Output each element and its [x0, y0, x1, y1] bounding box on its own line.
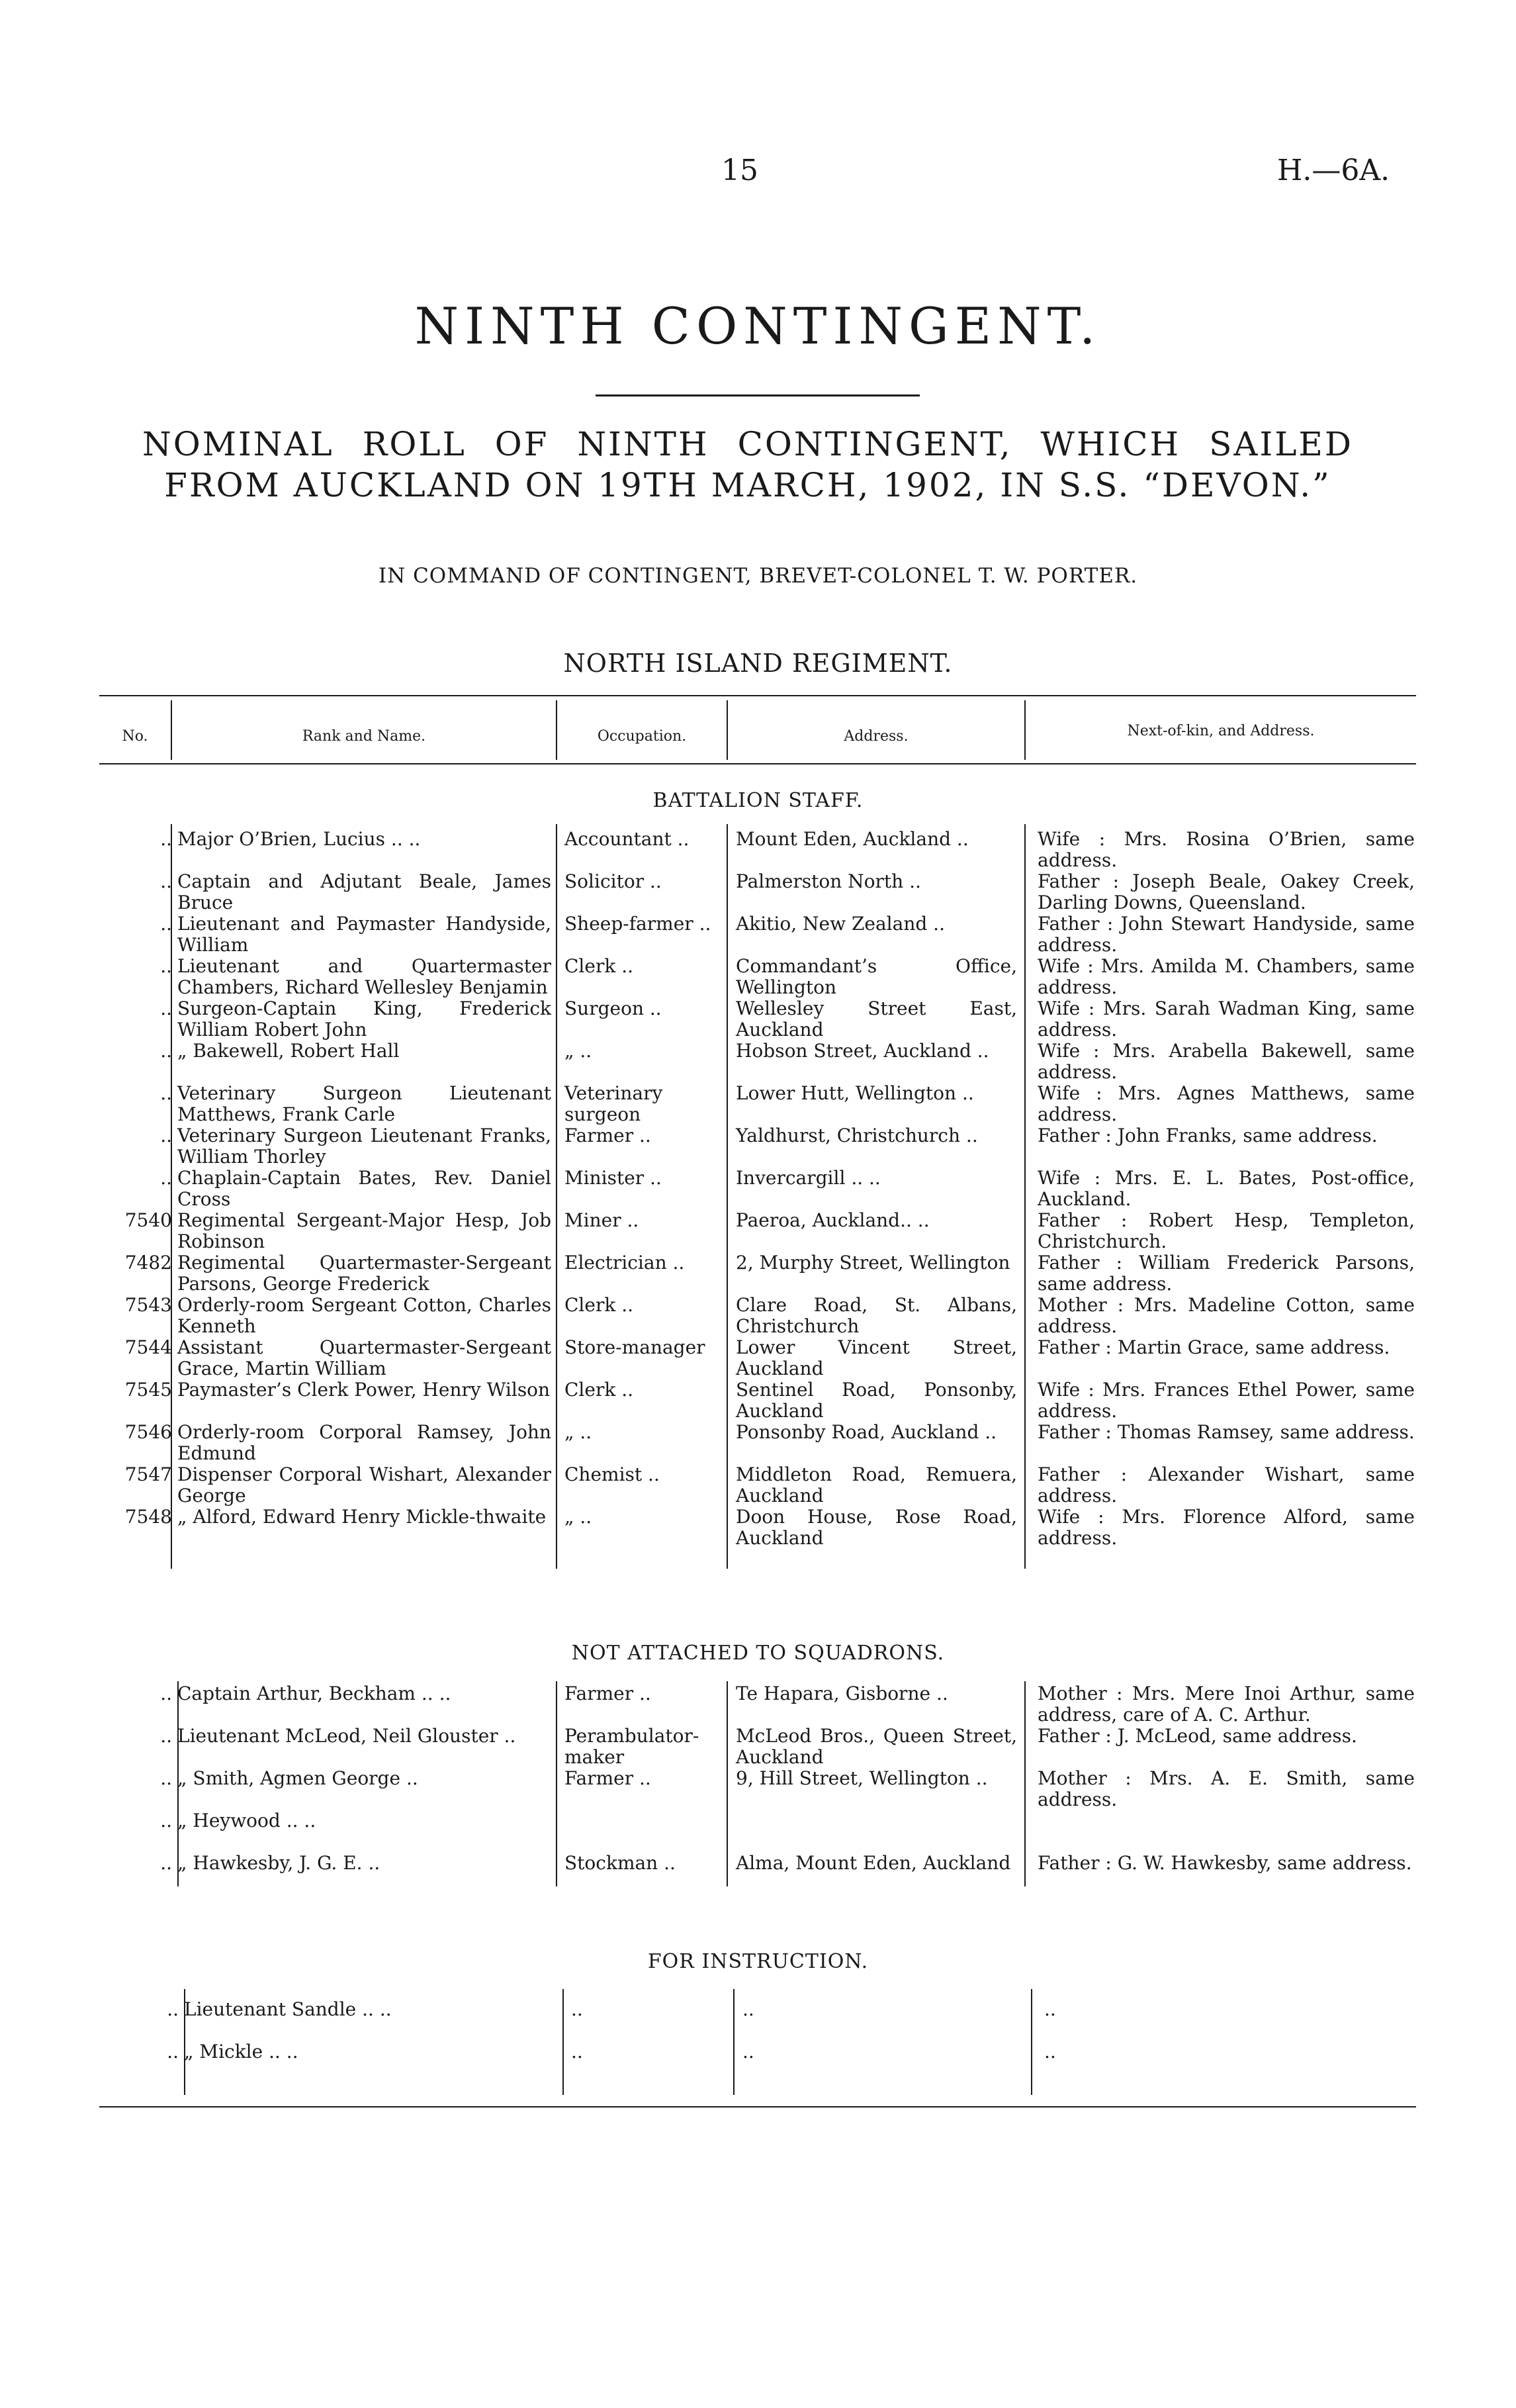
- column-header-occupation: Occupation.: [597, 728, 687, 745]
- occupation-cell: Perambulator-maker: [564, 1725, 699, 1768]
- row-number-cell: ..: [160, 1082, 172, 1104]
- next-of-kin-cell: Father : J. McLeod, same address.: [1038, 1725, 1357, 1747]
- command-line: IN COMMAND OF CONTINGENT, BREVET-COLONEL T. W. PORTER.: [378, 564, 1138, 588]
- occupation-cell: Chemist ..: [564, 1463, 660, 1485]
- section-title-for-instruction: FOR INSTRUCTION.: [647, 1950, 869, 1973]
- page-number: 15: [721, 154, 758, 187]
- next-of-kin-cell: Father : Robert Hesp, Templeton, Christchurch.: [1038, 1209, 1415, 1252]
- row-number-cell: ..: [167, 1998, 179, 2020]
- next-of-kin-cell: Wife : Mrs. Rosina O’Brien, same address.: [1038, 828, 1415, 871]
- row-number-cell: ..: [160, 1810, 172, 1831]
- rank-and-name-cell: Veterinary Surgeon Lieutenant Matthews, Frank Carle: [177, 1082, 551, 1125]
- occupation-cell: Farmer ..: [564, 1125, 651, 1146]
- address-cell: Te Hapara, Gisborne ..: [736, 1683, 948, 1704]
- rank-and-name-cell: Orderly-room Corporal Ramsey, John Edmund: [177, 1421, 551, 1464]
- row-number-cell: ..: [160, 913, 172, 935]
- next-of-kin-cell: Father : Thomas Ramsey, same address.: [1038, 1421, 1415, 1443]
- address-cell: 9, Hill Street, Wellington ..: [736, 1767, 988, 1789]
- address-cell: Alma, Mount Eden, Auckland: [736, 1852, 1011, 1874]
- occupation-cell: Farmer ..: [564, 1767, 651, 1789]
- next-of-kin-cell: Father : William Frederick Parsons, same address.: [1038, 1252, 1415, 1295]
- address-cell: Ponsonby Road, Auckland ..: [736, 1421, 997, 1443]
- column-divider: [556, 824, 557, 1569]
- address-cell: Doon House, Rose Road, Auckland: [736, 1506, 1017, 1549]
- rank-and-name-cell: „ Bakewell, Robert Hall: [177, 1040, 400, 1062]
- column-header-rank-name: Rank and Name.: [302, 728, 426, 745]
- occupation-cell: Miner ..: [564, 1209, 639, 1231]
- address-cell: Commandant’s Office, Wellington: [736, 955, 1017, 998]
- row-number-cell: 7547: [124, 1463, 172, 1485]
- next-of-kin-cell: Wife : Mrs. Arabella Bakewell, same address.: [1038, 1040, 1415, 1083]
- row-number-cell: ..: [160, 1725, 172, 1747]
- column-divider: [171, 824, 172, 1569]
- section-title-battalion-staff: BATTALION STAFF.: [652, 789, 864, 812]
- rank-and-name-cell: Captain Arthur, Beckham .. ..: [177, 1683, 451, 1704]
- next-of-kin-cell: Father : G. W. Hawkesby, same address.: [1038, 1852, 1412, 1874]
- column-divider: [733, 1989, 735, 2095]
- row-number-cell: ..: [160, 1852, 172, 1874]
- row-number-cell: ..: [160, 1767, 172, 1789]
- address-cell: Wellesley Street East, Auckland: [736, 997, 1017, 1041]
- address-cell: Clare Road, St. Albans, Christchurch: [736, 1294, 1017, 1337]
- page-title: NINTH CONTINGENT.: [414, 297, 1102, 355]
- next-of-kin-cell: Wife : Mrs. Sarah Wadman King, same address.: [1038, 997, 1415, 1041]
- occupation-cell: Store-manager: [564, 1336, 705, 1358]
- next-of-kin-cell: Wife : Mrs. Agnes Matthews, same address.: [1038, 1082, 1415, 1125]
- column-divider: [1031, 1989, 1032, 2095]
- rank-and-name-cell: „ Mickle .. ..: [184, 2041, 298, 2062]
- document-reference: H.—6A.: [1277, 154, 1390, 187]
- row-number-cell: ..: [160, 1683, 172, 1704]
- occupation-cell: Electrician ..: [564, 1252, 685, 1273]
- next-of-kin-cell: Mother : Mrs. A. E. Smith, same address.: [1038, 1767, 1415, 1810]
- rank-and-name-cell: Captain and Adjutant Beale, James Bruce: [177, 870, 551, 913]
- address-cell: Mount Eden, Auckland ..: [736, 828, 969, 850]
- row-number-cell: ..: [160, 1167, 172, 1189]
- occupation-cell: Minister ..: [564, 1167, 662, 1189]
- row-number-cell: ..: [160, 955, 172, 977]
- address-cell: Akitio, New Zealand ..: [736, 913, 945, 935]
- rank-and-name-cell: Veterinary Surgeon Lieutenant Franks, William Thorley: [177, 1125, 551, 1168]
- next-of-kin-cell: Father : Alexander Wishart, same address.: [1038, 1463, 1415, 1506]
- title-divider: [596, 394, 920, 396]
- row-number-cell: ..: [160, 1125, 172, 1146]
- next-of-kin-cell: ..: [1044, 1998, 1056, 2020]
- rank-and-name-cell: Assistant Quartermaster-Sergeant Grace, Martin William: [177, 1336, 551, 1379]
- occupation-cell: Farmer ..: [564, 1683, 651, 1704]
- column-divider: [727, 1681, 728, 1886]
- occupation-cell: Clerk ..: [564, 1294, 634, 1316]
- column-divider: [727, 824, 728, 1569]
- row-number-cell: ..: [160, 828, 172, 850]
- column-header-next-of-kin: Next-of-kin, and Address.: [1127, 723, 1315, 739]
- occupation-cell: Stockman ..: [564, 1852, 676, 1874]
- address-cell: Palmerston North ..: [736, 870, 921, 892]
- regiment-heading: NORTH ISLAND REGIMENT.: [563, 649, 953, 678]
- row-number-cell: 7543: [124, 1294, 172, 1316]
- occupation-cell: Clerk ..: [564, 1379, 634, 1401]
- column-divider: [556, 1681, 557, 1886]
- rank-and-name-cell: „ Smith, Agmen George ..: [177, 1767, 418, 1789]
- address-cell: 2, Murphy Street, Wellington: [736, 1252, 1010, 1273]
- row-number-cell: 7546: [124, 1421, 172, 1443]
- column-header-no: No.: [122, 728, 148, 745]
- rank-and-name-cell: Major O’Brien, Lucius .. ..: [177, 828, 421, 850]
- rank-and-name-cell: Surgeon-Captain King, Frederick William Robert John: [177, 997, 551, 1041]
- address-cell: McLeod Bros., Queen Street, Auckland: [736, 1725, 1017, 1768]
- next-of-kin-cell: Mother : Mrs. Madeline Cotton, same address.: [1038, 1294, 1415, 1337]
- next-of-kin-cell: Wife : Mrs. Amilda M. Chambers, same address.: [1038, 955, 1415, 998]
- occupation-cell: Accountant ..: [564, 828, 690, 850]
- row-number-cell: ..: [160, 997, 172, 1019]
- rank-and-name-cell: Lieutenant McLeod, Neil Glouster ..: [177, 1725, 516, 1747]
- table-top-rule: [99, 695, 1416, 696]
- next-of-kin-cell: ..: [1044, 2041, 1056, 2062]
- address-cell: Lower Vincent Street, Auckland: [736, 1336, 1017, 1379]
- row-number-cell: 7540: [124, 1209, 172, 1231]
- row-number-cell: 7544: [124, 1336, 172, 1358]
- address-cell: Paeroa, Auckland.. ..: [736, 1209, 930, 1231]
- subtitle: NOMINAL ROLL OF NINTH CONTINGENT, WHICH SAILED FROM AUCKLAND ON 19TH MARCH, 1902, IN S.S. “DEVON.”: [142, 425, 1353, 504]
- occupation-cell: Solicitor ..: [564, 870, 662, 892]
- address-cell: Middleton Road, Remuera, Auckland: [736, 1463, 1017, 1506]
- column-divider: [562, 1989, 564, 2095]
- occupation-cell: ..: [571, 1998, 583, 2020]
- next-of-kin-cell: Wife : Mrs. Florence Alford, same address.: [1038, 1506, 1415, 1549]
- occupation-cell: Veterinary surgeon: [564, 1082, 663, 1125]
- address-cell: Hobson Street, Auckland ..: [736, 1040, 989, 1062]
- occupation-cell: „ ..: [564, 1040, 592, 1062]
- address-cell: ..: [742, 2041, 754, 2062]
- address-cell: Yaldhurst, Christchurch ..: [736, 1125, 978, 1146]
- row-number-cell: ..: [160, 1040, 172, 1062]
- next-of-kin-cell: Father : Joseph Beale, Oakey Creek, Darling Downs, Queensland.: [1038, 870, 1415, 913]
- rank-and-name-cell: „ Heywood .. ..: [177, 1810, 316, 1831]
- row-number-cell: 7548: [124, 1506, 172, 1528]
- section-title-not-attached: NOT ATTACHED TO SQUADRONS.: [571, 1642, 945, 1665]
- rank-and-name-cell: Lieutenant and Paymaster Handyside, William: [177, 913, 551, 956]
- next-of-kin-cell: Wife : Mrs. Frances Ethel Power, same address.: [1038, 1379, 1415, 1422]
- next-of-kin-cell: Father : John Stewart Handyside, same address.: [1038, 913, 1415, 956]
- address-cell: Invercargill .. ..: [736, 1167, 881, 1189]
- row-number-cell: ..: [160, 870, 172, 892]
- rank-and-name-cell: Chaplain-Captain Bates, Rev. Daniel Cross: [177, 1167, 551, 1210]
- table-header-rule: [99, 763, 1416, 764]
- occupation-cell: „ ..: [564, 1421, 592, 1443]
- row-number-cell: 7482: [124, 1252, 172, 1273]
- rank-and-name-cell: Lieutenant Sandle .. ..: [184, 1998, 392, 2020]
- column-header-address: Address.: [844, 728, 909, 745]
- occupation-cell: „ ..: [564, 1506, 592, 1528]
- rank-and-name-cell: Regimental Quartermaster-Sergeant Parsons, George Frederick: [177, 1252, 551, 1295]
- next-of-kin-cell: Mother : Mrs. Mere Inoi Arthur, same address, care of A. C. Arthur.: [1038, 1683, 1415, 1726]
- occupation-cell: Clerk ..: [564, 955, 634, 977]
- row-number-cell: 7545: [124, 1379, 172, 1401]
- address-cell: ..: [742, 1998, 754, 2020]
- column-divider: [1024, 1681, 1026, 1886]
- rank-and-name-cell: Lieutenant and Quartermaster Chambers, Richard Wellesley Benjamin: [177, 955, 551, 998]
- next-of-kin-cell: Father : John Franks, same address.: [1038, 1125, 1378, 1146]
- occupation-cell: Sheep-farmer ..: [564, 913, 711, 935]
- rank-and-name-cell: „ Alford, Edward Henry Mickle-thwaite: [177, 1506, 547, 1528]
- table-bottom-rule: [99, 2106, 1416, 2107]
- column-divider: [1024, 824, 1026, 1569]
- rank-and-name-cell: Orderly-room Sergeant Cotton, Charles Kenneth: [177, 1294, 551, 1337]
- row-number-cell: ..: [167, 2041, 179, 2062]
- address-cell: Sentinel Road, Ponsonby, Auckland: [736, 1379, 1017, 1422]
- rank-and-name-cell: Regimental Sergeant-Major Hesp, Job Robinson: [177, 1209, 551, 1252]
- occupation-cell: Surgeon ..: [564, 997, 662, 1019]
- rank-and-name-cell: Paymaster’s Clerk Power, Henry Wilson: [177, 1379, 551, 1401]
- occupation-cell: ..: [571, 2041, 583, 2062]
- next-of-kin-cell: Father : Martin Grace, same address.: [1038, 1336, 1390, 1358]
- rank-and-name-cell: Dispenser Corporal Wishart, Alexander George: [177, 1463, 551, 1506]
- rank-and-name-cell: „ Hawkesby, J. G. E. ..: [177, 1852, 380, 1874]
- address-cell: Lower Hutt, Wellington ..: [736, 1082, 974, 1104]
- next-of-kin-cell: Wife : Mrs. E. L. Bates, Post-office, Auckland.: [1038, 1167, 1415, 1210]
